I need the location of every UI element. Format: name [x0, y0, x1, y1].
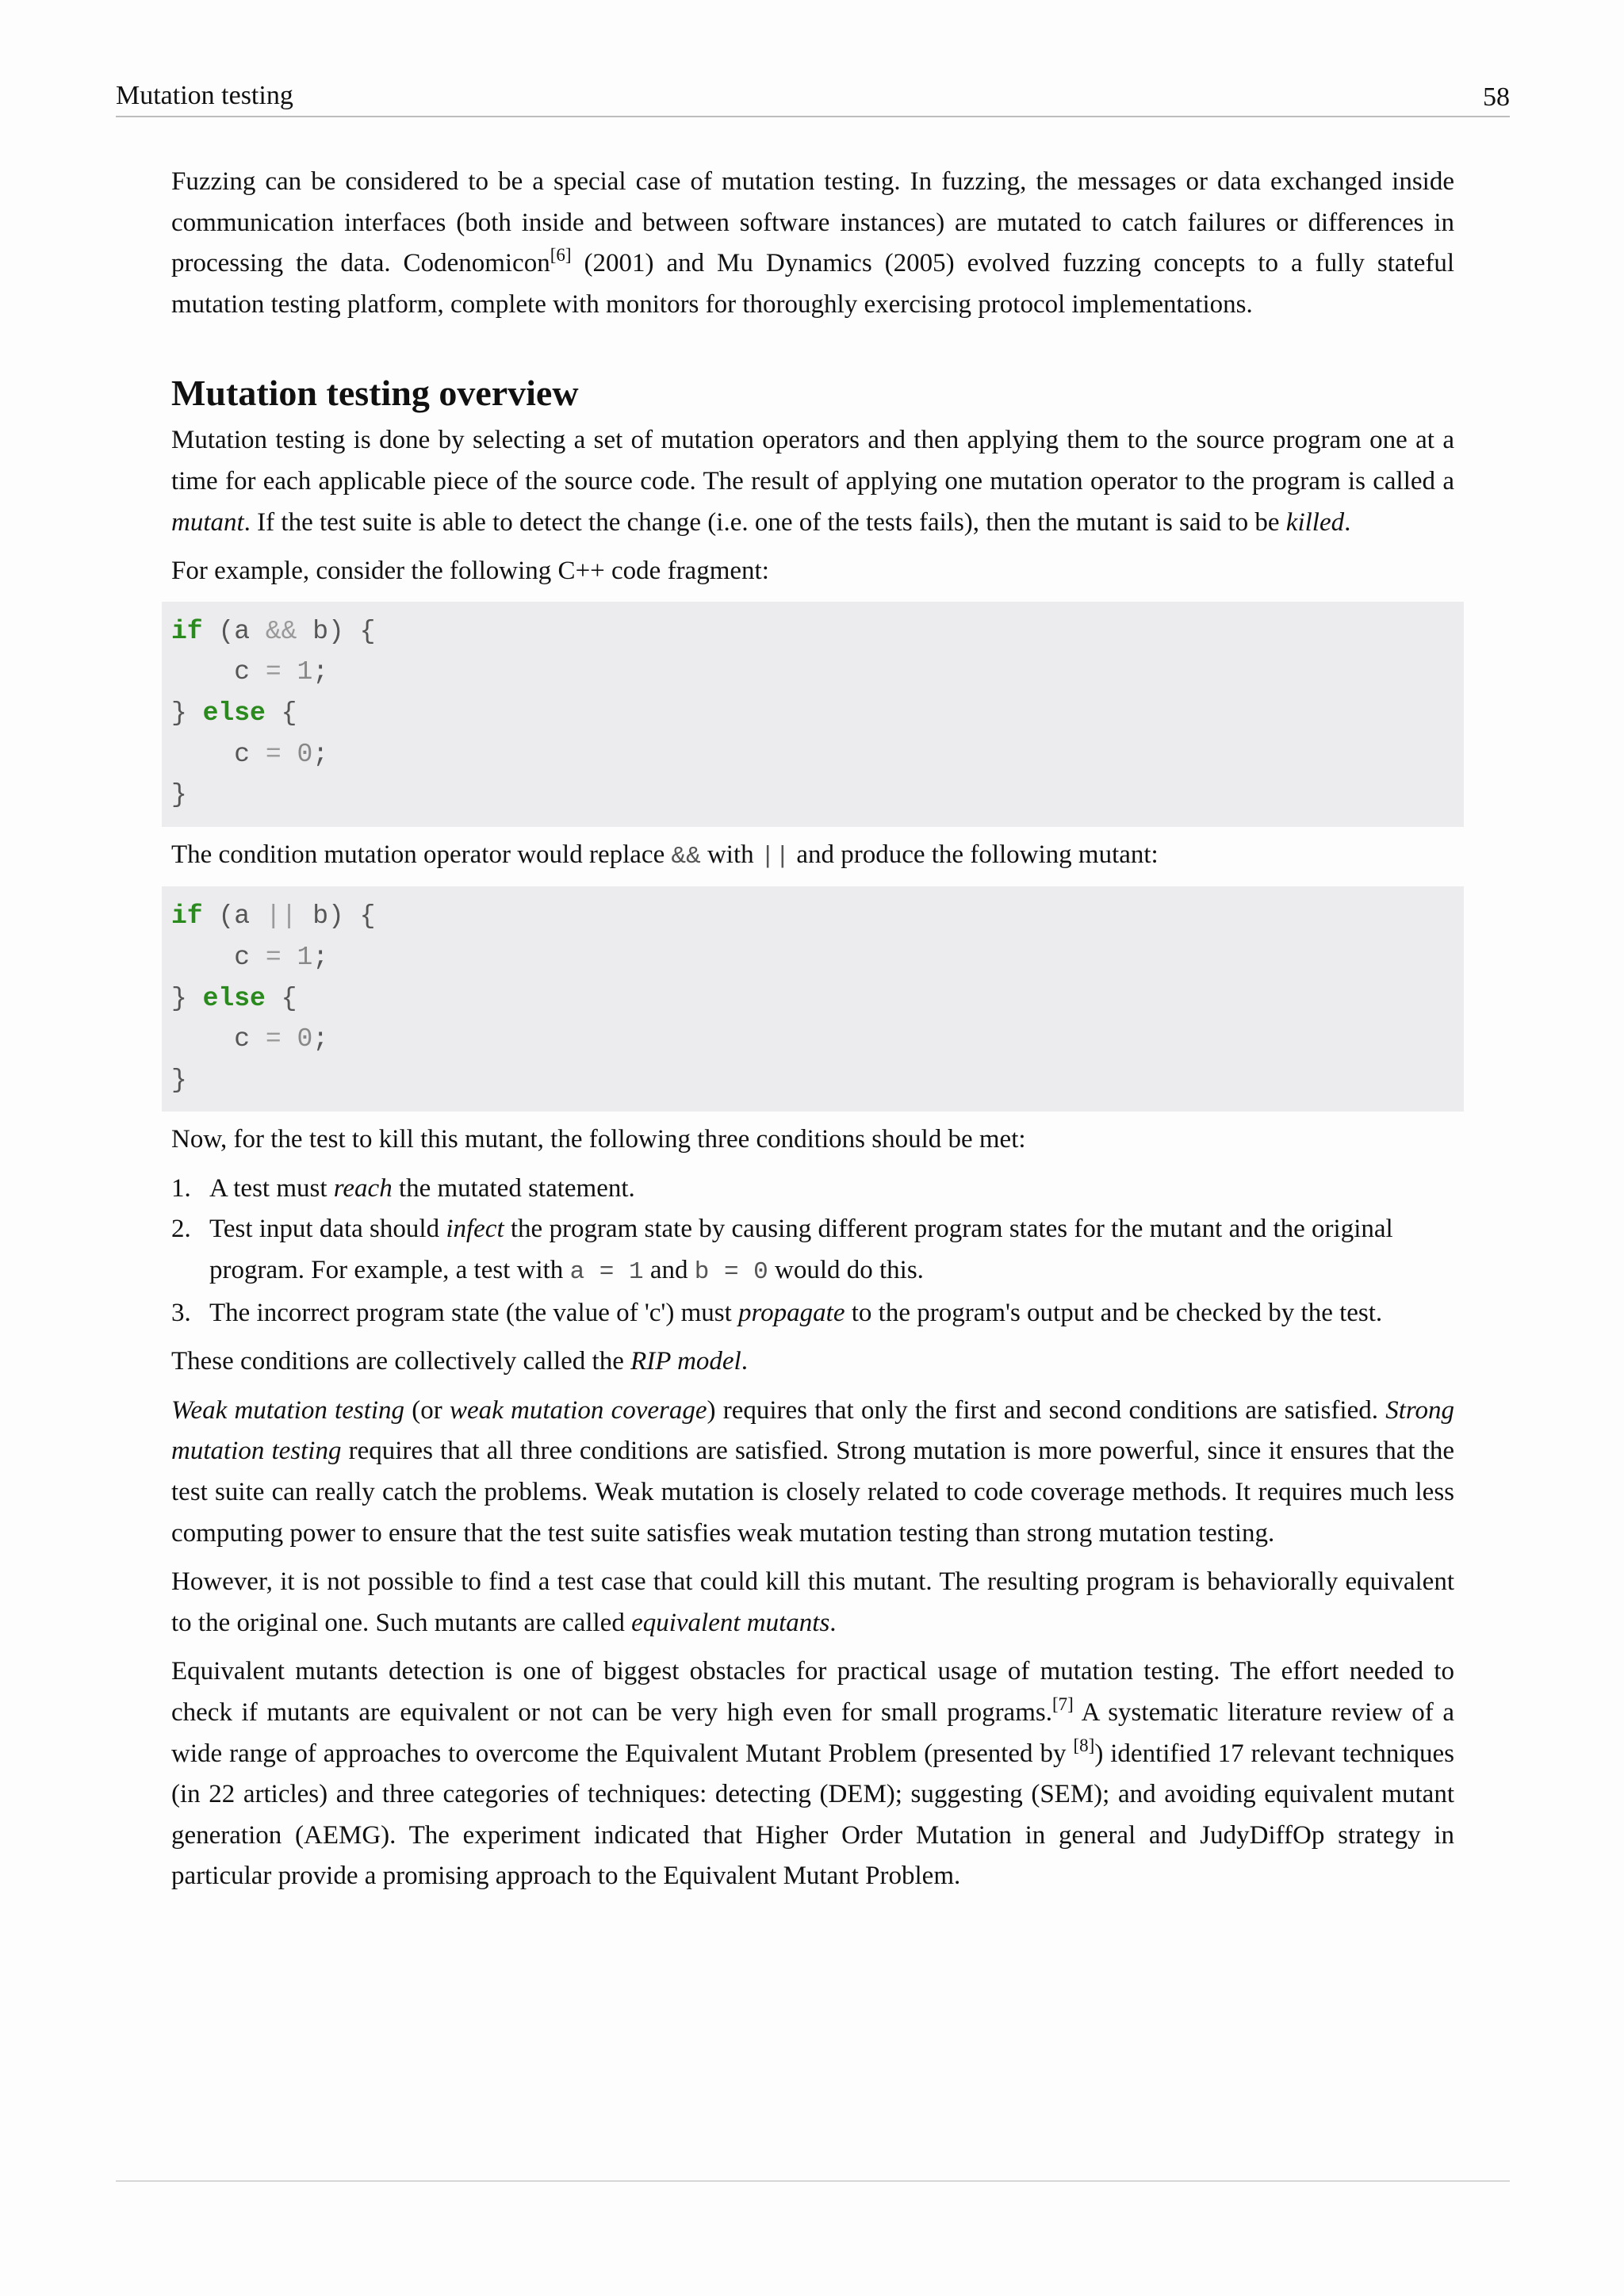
page-content [171, 162, 1454, 1897]
header-title: Mutation testing [116, 81, 293, 110]
conditions-list [171, 1169, 1454, 1334]
code-block-original: if (a && b) { c = 1; } else { c = 0; } [162, 602, 1464, 827]
overview-paragraph-1: Mutation testing is done by selecting a set of mutation operators and then applying them to the source program one at a time for each applicable piece of the source code. The result of applying one mutation operator to the program is called a mutant. If the test suite is able to detect the change (i.e. one of the tests fails), then the mutant is said to be killed. [171, 426, 1454, 537]
footer-divider [116, 2180, 1510, 2182]
list-item: 2. Test input data should infect the program state by causing different program states for the mutant and the original program. For example, a test with a = 1 and b = 0 would do this. [171, 1215, 1393, 1287]
overview-paragraph-3: The condition mutation operator would replace && with || and produce the following mutant: [171, 840, 1159, 871]
list-item: 1. A test must reach the mutated statement. [171, 1173, 635, 1203]
citation-7[interactable]: [7] [1051, 1694, 1074, 1714]
overview-paragraph-8: Equivalent mutants detection is one of biggest obstacles for practical usage of mutation testing. The effort needed to check if mutants are equivalent or not can be very high even for small programs.[7] A systematic literature review of a wide range of approaches to overcome the Equivalent Mutant Problem (presented by [8]) identified 17 relevant techniques (in 22 articles) and three categories of techniques: detecting (DEM); suggesting (SEM); and avoiding equivalent mutant generation (AEMG). The experiment indicated that Higher Order Mutation in general and JudyDiffOp strategy in particular provide a promising approach to the Equivalent Mutant Problem. [171, 1657, 1454, 1891]
citation-8[interactable]: [8] [1073, 1735, 1095, 1755]
overview-paragraph-5: These conditions are collectively called the RIP model. [171, 1347, 748, 1376]
intro-paragraph: Fuzzing can be considered to be a special case of mutation testing. In fuzzing, the messages or data exchanged inside communication interfaces (both inside and between software instances) are mutated to catch failures or differences in processing the data. Codenomicon[6] (2001) and Mu Dynamics (2005) evolved fuzzing concepts to a fully stateful mutation testing platform, complete with monitors for thoroughly exercising protocol implementations. [171, 167, 1454, 319]
overview-paragraph-2: For example, consider the following C++ code fragment: [171, 557, 769, 586]
section-heading: Mutation testing overview [171, 373, 579, 414]
overview-paragraph-7: However, it is not possible to find a test case that could kill this mutant. The resulting program is behaviorally equivalent to the original one. Such mutants are called equivalent mutants. [171, 1567, 1454, 1637]
code-block-mutant: if (a || b) { c = 1; } else { c = 0; } [162, 886, 1464, 1112]
citation-6[interactable]: [6] [550, 245, 572, 266]
running-header [116, 76, 1510, 117]
overview-paragraph-4: Now, for the test to kill this mutant, the following three conditions should be met: [171, 1125, 1026, 1154]
list-item: 3. The incorrect program state (the value of 'c') must propagate to the program's output and be checked by the test. [171, 1298, 1383, 1327]
page-number: 58 [1483, 82, 1510, 112]
overview-paragraph-6: Weak mutation testing (or weak mutation coverage) requires that only the first and second conditions are satisfied. Strong mutation testing requires that all three conditions are satisfied. Strong mutation is more powerful, since it ensures that the test suite can really catch the problems. Weak mutation is closely related to code coverage methods. It requires much less computing power to ensure that the test suite satisfies weak mutation testing than strong mutation testing. [171, 1395, 1454, 1548]
